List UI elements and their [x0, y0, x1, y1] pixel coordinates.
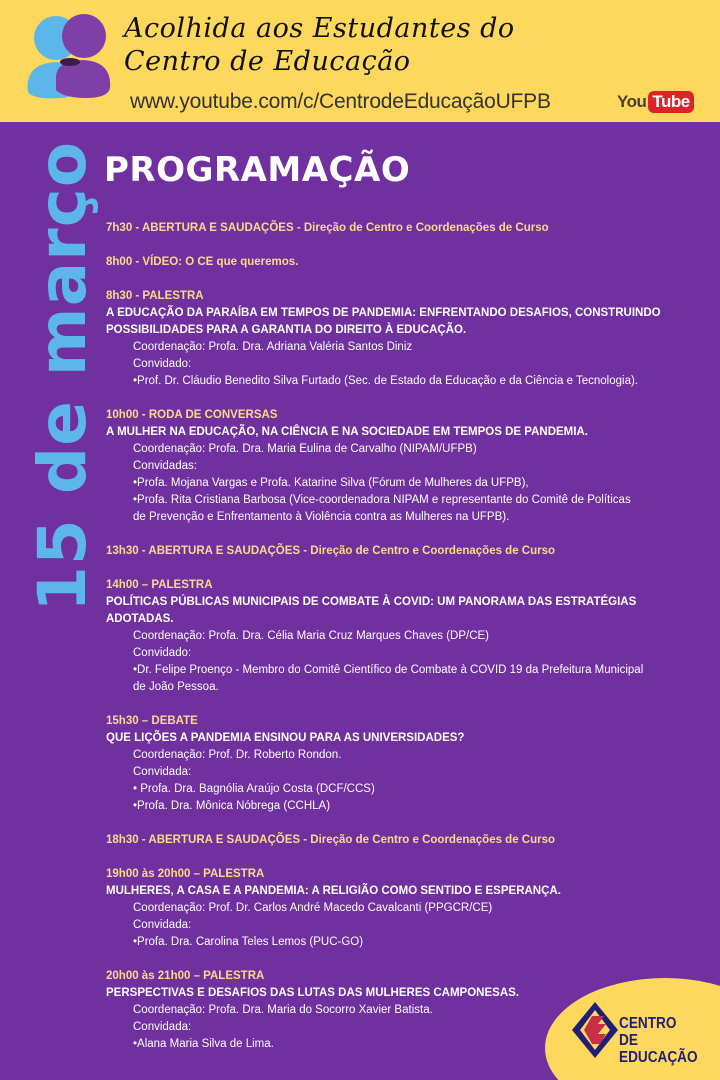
centro-educacao-logo-icon — [570, 1000, 620, 1060]
item-guest-continued: de João Pessoa. — [133, 681, 219, 693]
item-guest-label: Convidada: — [133, 1021, 192, 1033]
item-guest-continued: de Prevenção e Enfrentamento à Violência contra as Mulheres na UFPB). — [133, 511, 510, 523]
centro-educacao-text — [619, 1015, 705, 1066]
item-coordination: Coordenação: Profa. Dra. Maria Eulina de Carvalho (NIPAM/UFPB) — [133, 443, 477, 455]
item-time: 8h30 - PALESTRA — [106, 290, 204, 302]
item-time: 8h00 - VÍDEO: O CE que queremos. — [106, 256, 299, 268]
item-guest-label: Convidada: — [133, 766, 192, 778]
schedule-item — [106, 866, 706, 951]
item-guest: • Profa. Dra. Bagnólia Araújo Costa (DCF/CCS) — [133, 783, 375, 795]
item-guest: •Profa. Mojana Vargas e Profa. Katarine Silva (Fórum de Mulheres da UFPB), — [133, 477, 529, 489]
youtube-channel-link[interactable]: www.youtube.com/c/CentrodeEducaçãoUFPB — [130, 90, 551, 113]
item-subject: A EDUCAÇÃO DA PARAÍBA EM TEMPOS DE PANDEMIA: ENFRENTANDO DESAFIOS, CONSTRUINDO POSSIBILIDADES PARA A GARANTIA DO DIREITO À EDUCAÇÃO. — [106, 307, 661, 336]
schedule-item — [106, 832, 706, 849]
title-line-2: Centro de Educação — [124, 46, 411, 77]
youtube-you-text: You — [617, 92, 647, 111]
item-guest-label: Convidado: — [133, 647, 192, 659]
item-guest: •Profa. Dra. Mônica Nóbrega (CCHLA) — [133, 800, 331, 812]
schedule-item — [106, 254, 706, 271]
item-time: 15h30 – DEBATE — [106, 715, 198, 727]
schedule-item — [106, 713, 706, 815]
item-guest: •Alana Maria Silva de Lima. — [133, 1038, 274, 1050]
item-time: 13h30 - ABERTURA E SAUDAÇÕES - Direção de Centro e Coordenações de Curso — [106, 545, 556, 557]
item-time: 10h00 - RODA DE CONVERSAS — [106, 409, 278, 421]
item-coordination: Coordenação: Profa. Dra. Célia Maria Cruz Marques Chaves (DP/CE) — [133, 630, 489, 642]
header-banner — [0, 0, 720, 122]
item-time: 19h00 às 20h00 – PALESTRA — [106, 868, 265, 880]
schedule-item — [106, 407, 706, 526]
schedule-list — [106, 220, 706, 1070]
schedule-item — [106, 288, 706, 390]
schedule-item — [106, 543, 706, 560]
item-time: 14h00 – PALESTRA — [106, 579, 213, 591]
item-time: 18h30 - ABERTURA E SAUDAÇÕES - Direção de Centro e Coordenações de Curso — [106, 834, 556, 846]
event-date: 15 de março — [24, 140, 101, 612]
item-guest-label: Convidadas: — [133, 460, 197, 472]
ce-text-line-1: CENTRO — [619, 1015, 677, 1032]
item-subject: POLÍTICAS PÚBLICAS MUNICIPAIS DE COMBATE À COVID: UM PANORAMA DAS ESTRATÉGIAS ADOTADAS. — [106, 596, 637, 625]
youtube-logo-icon — [617, 90, 694, 114]
item-coordination: Coordenação: Prof. Dr. Carlos André Macedo Cavalcanti (PPGCR/CE) — [133, 902, 493, 914]
item-guest: •Dr. Felipe Proenço - Membro do Comitê Científico de Combate à COVID 19 da Prefeitura Municipal — [133, 664, 644, 676]
item-time: 20h00 às 21h00 – PALESTRA — [106, 970, 265, 982]
youtube-tube-text: Tube — [648, 91, 693, 113]
item-subject: MULHERES, A CASA E A PANDEMIA: A RELIGIÃO COMO SENTIDO E ESPERANÇA. — [106, 885, 561, 897]
item-guest: •Prof. Dr. Cláudio Benedito Silva Furtado (Sec. de Estado da Educação e da Ciência e Tecnologia). — [133, 375, 639, 387]
program-title: PROGRAMAÇÃO — [104, 150, 411, 190]
item-guest-label: Convidado: — [133, 358, 192, 370]
ce-text-line-2: DE EDUCAÇÃO — [619, 1032, 698, 1066]
item-guest: •Profa. Rita Cristiana Barbosa (Vice-coordenadora NIPAM e representante do Comitê de Políticas — [133, 494, 631, 506]
item-subject: A MULHER NA EDUCAÇÃO, NA CIÊNCIA E NA SOCIEDADE EM TEMPOS DE PANDEMIA. — [106, 426, 588, 438]
title-line-1: Acolhida aos Estudantes do — [124, 13, 515, 44]
item-time: 7h30 - ABERTURA E SAUDAÇÕES - Direção de Centro e Coordenações de Curso — [106, 222, 549, 234]
item-subject: PERSPECTIVAS E DESAFIOS DAS LUTAS DAS MULHERES CAMPONESAS. — [106, 987, 519, 999]
students-logo-icon — [20, 12, 120, 102]
schedule-item — [106, 220, 706, 237]
item-guest: •Profa. Dra. Carolina Teles Lemos (PUC-GO) — [133, 936, 364, 948]
item-coordination: Coordenação: Profa. Dra. Adriana Valéria Santos Diniz — [133, 341, 413, 353]
event-title — [124, 12, 515, 78]
item-coordination: Coordenação: Prof. Dr. Roberto Rondon. — [133, 749, 342, 761]
item-subject: QUE LIÇÕES A PANDEMIA ENSINOU PARA AS UNIVERSIDADES? — [106, 732, 465, 744]
item-guest-label: Convidada: — [133, 919, 192, 931]
item-coordination: Coordenação: Profa. Dra. Maria do Socorro Xavier Batista. — [133, 1004, 433, 1016]
schedule-item — [106, 577, 706, 696]
